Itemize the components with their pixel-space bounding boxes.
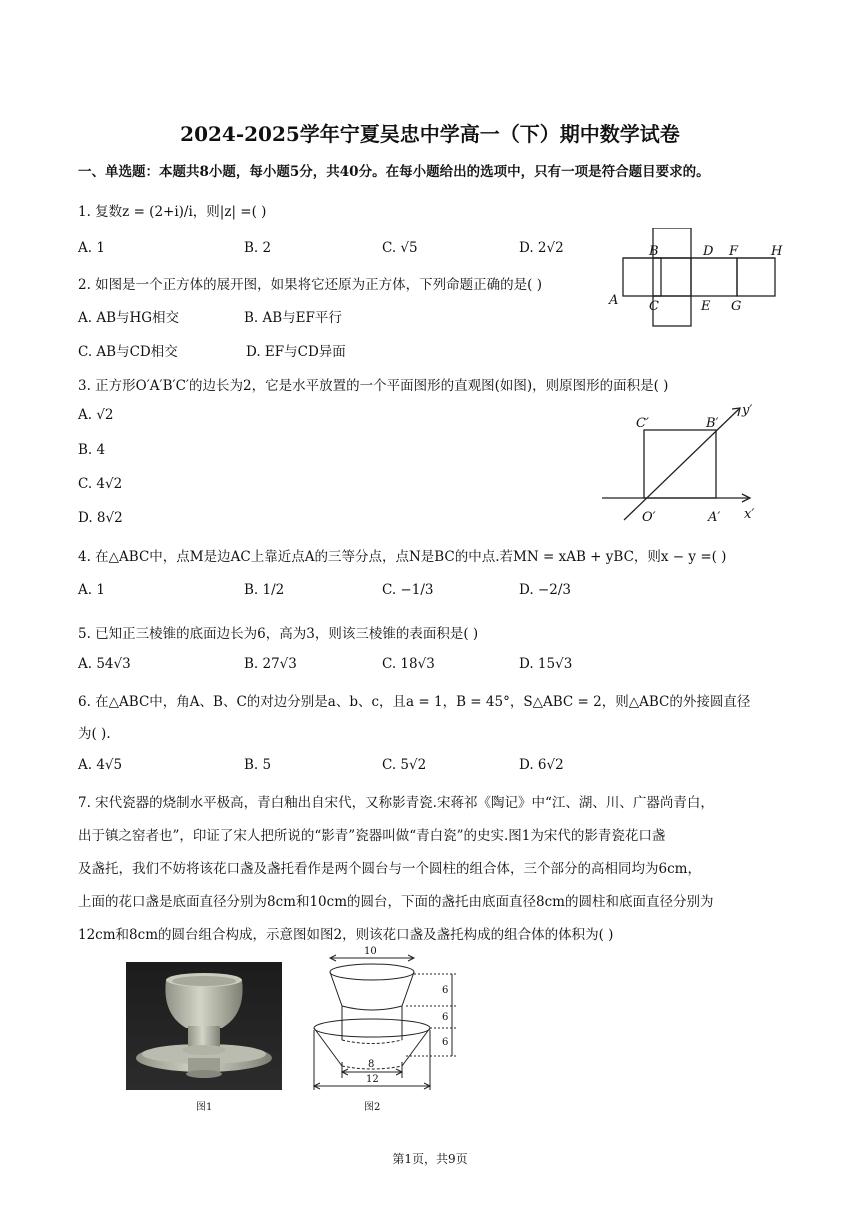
net-label-a: A bbox=[609, 293, 619, 308]
porcelain-photo bbox=[126, 962, 282, 1090]
net-label-d: D bbox=[703, 244, 714, 259]
q3-option-b: B. 4 bbox=[78, 442, 106, 458]
net-label-h: H bbox=[771, 244, 783, 259]
label-x-axis: x′ bbox=[744, 507, 755, 522]
q4-option-c: C. −1/3 bbox=[382, 582, 434, 598]
question-7-line5: 12cm和8cm的圆台组合构成，示意图如图2，则该花口盏及盏托构成的组合体的体积为( ) bbox=[78, 927, 614, 943]
net-label-g: G bbox=[731, 299, 742, 314]
dim-base-diameter: 8 bbox=[368, 1059, 375, 1070]
q3-option-a: A. √2 bbox=[78, 407, 114, 423]
label-c-prime: C′ bbox=[636, 416, 649, 431]
question-7-line1: 7. 宋代瓷器的烧制水平极高，青白釉出自宋代，又称影青瓷.宋蒋祁《陶记》中“江、湖、川、广器尚青白， bbox=[78, 795, 714, 811]
q2-option-a: A. AB与HG相交 bbox=[78, 310, 180, 326]
q4-option-d: D. −2/3 bbox=[519, 582, 571, 598]
q1-option-d: D. 2√2 bbox=[519, 240, 564, 256]
cube-net-figure bbox=[605, 228, 795, 328]
q4-option-a: A. 1 bbox=[78, 582, 105, 598]
dim-height-1: 6 bbox=[442, 985, 449, 996]
question-7-line2: 出于镇之窑者也”，印证了宋人把所说的“影青”瓷器叫做“青白瓷”的史实.图1为宋代的影青瓷花口盏 bbox=[78, 828, 666, 844]
q2-option-d: D. EF与CD异面 bbox=[246, 344, 346, 360]
dim-top-diameter: 10 bbox=[364, 946, 377, 957]
q6-option-b: B. 5 bbox=[244, 757, 272, 773]
schematic-figure bbox=[306, 944, 476, 1094]
q2-option-b: B. AB与EF平行 bbox=[244, 310, 342, 326]
question-7-line4: 上面的花口盏是底面直径分别为8cm和10cm的圆台，下面的盏托由底面直径8cm的圆柱和底面直径分别为 bbox=[78, 894, 714, 910]
q2-option-c: C. AB与CD相交 bbox=[78, 344, 178, 360]
dim-height-3: 6 bbox=[442, 1037, 449, 1048]
q3-option-d: D. 8√2 bbox=[78, 510, 123, 526]
q6-option-a: A. 4√5 bbox=[78, 757, 123, 773]
q5-option-b: B. 27√3 bbox=[244, 656, 297, 672]
oblique-square-figure bbox=[598, 400, 768, 530]
net-label-e: E bbox=[701, 299, 711, 314]
q6-option-c: C. 5√2 bbox=[382, 757, 427, 773]
net-label-f: F bbox=[729, 244, 739, 259]
question-1-stem: 1. 复数z = (2+i)/i，则|z| =( ) bbox=[78, 204, 267, 220]
dim-saucer-diameter: 12 bbox=[366, 1074, 379, 1085]
question-3-stem: 3. 正方形O′A′B′C′的边长为2，它是水平放置的一个平面图形的直观图(如图)，则原图形的面积是( ) bbox=[78, 378, 669, 394]
question-7-line3: 及盏托，我们不妨将该花口盏及盏托看作是两个圆台与一个圆柱的组合体，三个部分的高相同均为6cm， bbox=[78, 861, 701, 877]
question-6-stem-line1: 6. 在△ABC中，角A、B、C的对边分别是a、b、c，且a = 1，B = 45°，S△ABC = 2，则△ABC的外接圆直径 bbox=[78, 694, 751, 710]
q5-option-d: D. 15√3 bbox=[519, 656, 573, 672]
q4-option-b: B. 1/2 bbox=[244, 582, 285, 598]
label-b-prime: B′ bbox=[706, 416, 719, 431]
net-label-c: C bbox=[649, 299, 659, 314]
question-2-stem: 2. 如图是一个正方体的展开图，如果将它还原为正方体，下列命题正确的是( ) bbox=[78, 277, 542, 293]
figure-1-caption: 图1 bbox=[196, 1102, 213, 1113]
page-footer: 第1页，共9页 bbox=[392, 1152, 468, 1166]
q3-option-c: C. 4√2 bbox=[78, 476, 123, 492]
q1-option-a: A. 1 bbox=[78, 240, 105, 256]
label-o-prime: O′ bbox=[642, 510, 656, 525]
label-a-prime: A′ bbox=[708, 510, 721, 525]
net-label-b: B bbox=[649, 244, 659, 259]
question-4-stem: 4. 在△ABC中，点M是边AC上靠近点A的三等分点，点N是BC的中点.若MN = xAB + yBC，则x − y =( ) bbox=[78, 549, 727, 565]
page-title: 2024-2025学年宁夏吴忠中学高一（下）期中数学试卷 bbox=[180, 122, 680, 146]
q1-option-b: B. 2 bbox=[244, 240, 272, 256]
question-5-stem: 5. 已知正三棱锥的底面边长为6，高为3，则该三棱锥的表面积是( ) bbox=[78, 626, 479, 642]
figure-2-caption: 图2 bbox=[364, 1102, 381, 1113]
q5-option-c: C. 18√3 bbox=[382, 656, 435, 672]
dim-height-2: 6 bbox=[442, 1012, 449, 1023]
q5-option-a: A. 54√3 bbox=[78, 656, 131, 672]
q6-option-d: D. 6√2 bbox=[519, 757, 564, 773]
q1-option-c: C. √5 bbox=[382, 240, 418, 256]
question-6-stem-line2: 为( ). bbox=[78, 726, 111, 742]
label-y-axis: y′ bbox=[742, 403, 753, 418]
section-heading: 一、单选题：本题共8小题，每小题5分，共40分。在每小题给出的选项中，只有一项是符合题目要求的。 bbox=[78, 164, 710, 180]
